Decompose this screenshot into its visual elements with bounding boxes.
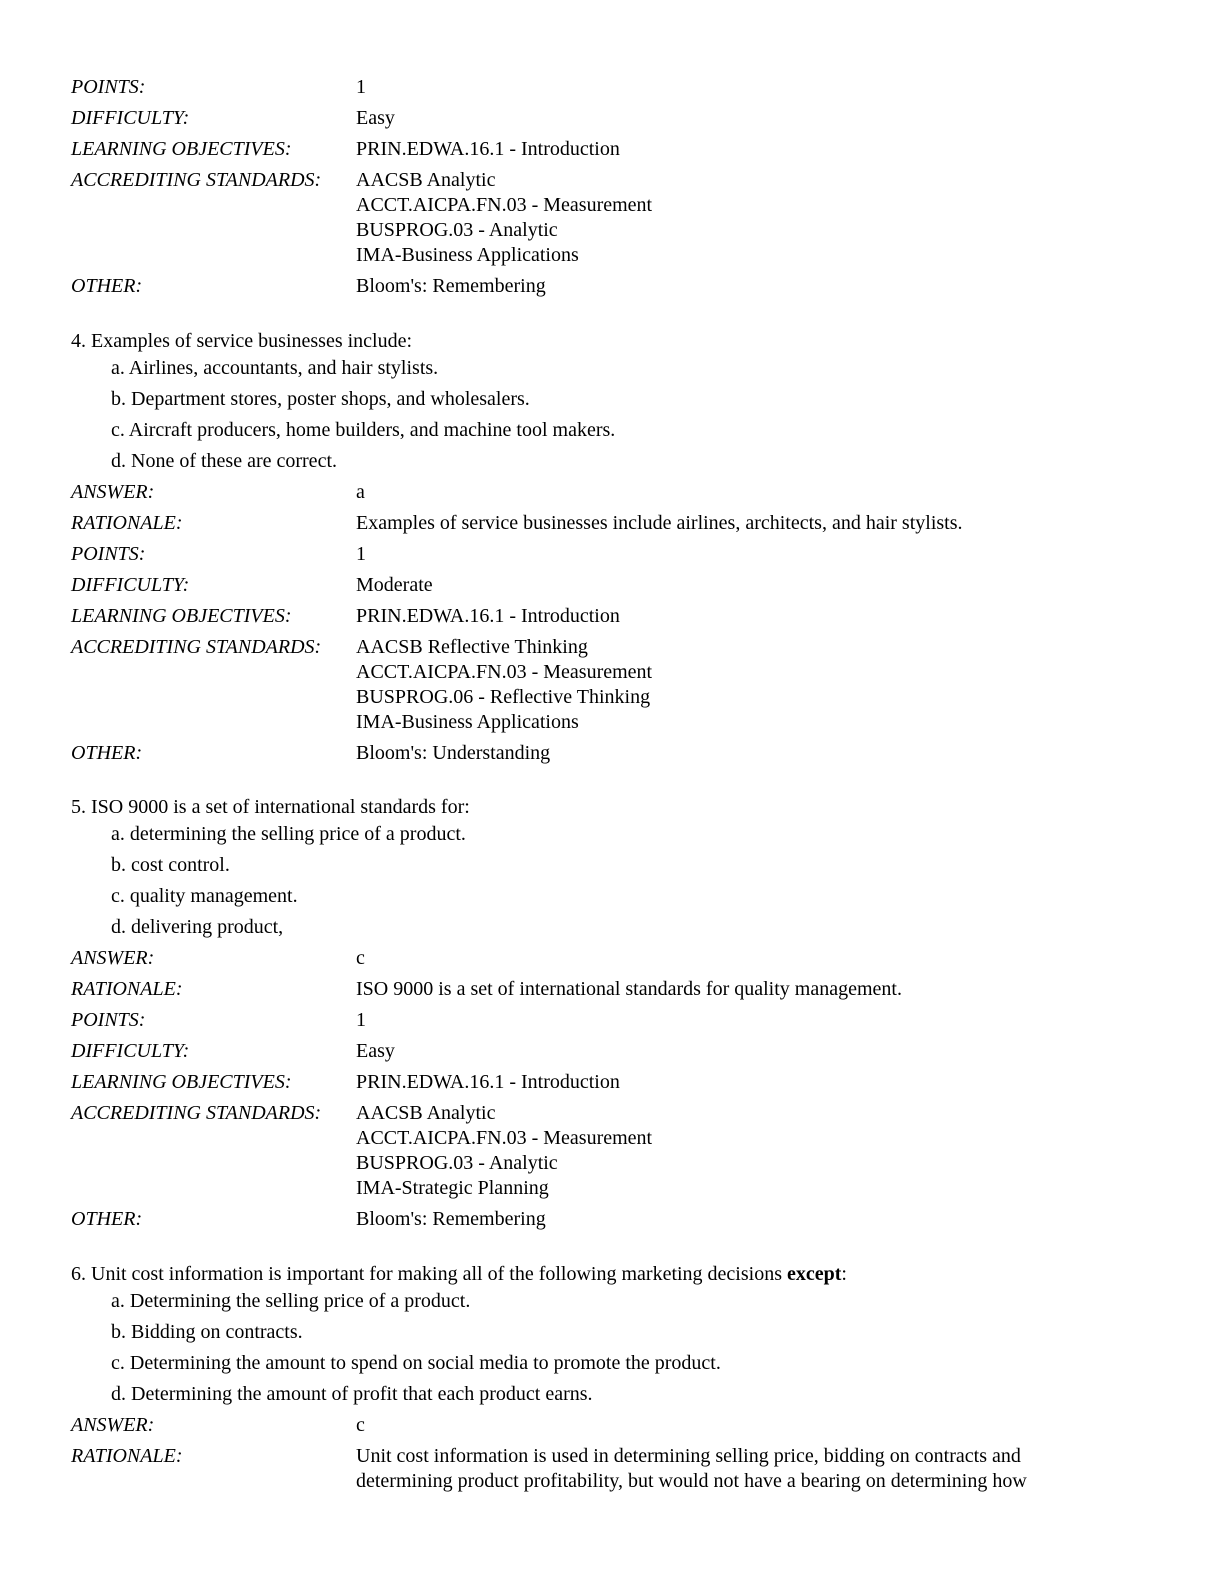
standard-item: ACCT.AICPA.FN.03 - Measurement	[356, 194, 653, 216]
standard-item: AACSB Analytic	[356, 1102, 496, 1124]
answer-option: b. Bidding on contracts.	[111, 1321, 303, 1343]
answer-option: c. Aircraft producers, home builders, and machine tool makers.	[111, 419, 616, 441]
rationale-value: ISO 9000 is a set of international standards for quality management.	[356, 978, 902, 1000]
other-label: OTHER:	[71, 1208, 143, 1230]
other-value: Bloom's: Understanding	[356, 742, 551, 764]
difficulty-label: DIFFICULTY:	[71, 574, 190, 596]
question-stem-suffix: :	[841, 1263, 847, 1285]
points-label: POINTS:	[71, 543, 146, 565]
other-value: Bloom's: Remembering	[356, 275, 546, 297]
other-label: OTHER:	[71, 742, 143, 764]
standard-item: BUSPROG.03 - Analytic	[356, 219, 558, 241]
answer-value: c	[356, 1414, 365, 1436]
points-label: POINTS:	[71, 76, 146, 98]
points-label: POINTS:	[71, 1009, 146, 1031]
answer-option: a. Airlines, accountants, and hair stylists.	[111, 357, 439, 379]
answer-value: c	[356, 947, 365, 969]
learning-objectives-label: LEARNING OBJECTIVES:	[71, 138, 292, 160]
rationale-value: Unit cost information is used in determining selling price, bidding on contracts and	[356, 1445, 1021, 1467]
question-stem: 4. Examples of service businesses include:	[71, 330, 413, 352]
difficulty-label: DIFFICULTY:	[71, 107, 190, 129]
answer-option: a. Determining the selling price of a product.	[111, 1290, 471, 1312]
standard-item: IMA-Business Applications	[356, 244, 579, 266]
question-stem: 5. ISO 9000 is a set of international standards for:	[71, 796, 470, 818]
question-stem-text: 6. Unit cost information is important for making all of the following marketing decisions	[71, 1263, 787, 1285]
difficulty-label: DIFFICULTY:	[71, 1040, 190, 1062]
points-value: 1	[356, 543, 366, 565]
rationale-label: RATIONALE:	[71, 1445, 183, 1467]
standard-item: BUSPROG.03 - Analytic	[356, 1152, 558, 1174]
accrediting-standards-label: ACCREDITING STANDARDS:	[71, 1102, 322, 1124]
learning-objectives-value: PRIN.EDWA.16.1 - Introduction	[356, 1071, 620, 1093]
rationale-value: Examples of service businesses include airlines, architects, and hair stylists.	[356, 512, 963, 534]
points-value: 1	[356, 1009, 366, 1031]
answer-value: a	[356, 481, 365, 503]
other-value: Bloom's: Remembering	[356, 1208, 546, 1230]
standard-item: ACCT.AICPA.FN.03 - Measurement	[356, 1127, 653, 1149]
standard-item: IMA-Business Applications	[356, 711, 579, 733]
standard-item: BUSPROG.06 - Reflective Thinking	[356, 686, 651, 708]
answer-label: ANSWER:	[71, 1414, 155, 1436]
answer-option: b. cost control.	[111, 854, 230, 876]
answer-option: a. determining the selling price of a product.	[111, 823, 466, 845]
other-label: OTHER:	[71, 275, 143, 297]
learning-objectives-value: PRIN.EDWA.16.1 - Introduction	[356, 138, 620, 160]
question-stem-emphasis: except	[787, 1263, 842, 1285]
standard-item: AACSB Analytic	[356, 169, 496, 191]
learning-objectives-label: LEARNING OBJECTIVES:	[71, 605, 292, 627]
answer-option: c. Determining the amount to spend on social media to promote the product.	[111, 1352, 721, 1374]
accrediting-standards-label: ACCREDITING STANDARDS:	[71, 636, 322, 658]
question-stem	[71, 1262, 847, 1287]
answer-label: ANSWER:	[71, 947, 155, 969]
learning-objectives-value: PRIN.EDWA.16.1 - Introduction	[356, 605, 620, 627]
answer-option: d. delivering product,	[111, 916, 284, 938]
answer-option: d. None of these are correct.	[111, 450, 337, 472]
rationale-value: determining product profitability, but would not have a bearing on determining how	[356, 1470, 1027, 1492]
answer-option: c. quality management.	[111, 885, 298, 907]
standard-item: IMA-Strategic Planning	[356, 1177, 549, 1199]
difficulty-value: Moderate	[356, 574, 433, 596]
standard-item: ACCT.AICPA.FN.03 - Measurement	[356, 661, 653, 683]
answer-option: b. Department stores, poster shops, and wholesalers.	[111, 388, 530, 410]
rationale-label: RATIONALE:	[71, 512, 183, 534]
points-value: 1	[356, 76, 366, 98]
accrediting-standards-label: ACCREDITING STANDARDS:	[71, 169, 322, 191]
answer-option: d. Determining the amount of profit that each product earns.	[111, 1383, 593, 1405]
difficulty-value: Easy	[356, 1040, 395, 1062]
learning-objectives-label: LEARNING OBJECTIVES:	[71, 1071, 292, 1093]
standard-item: AACSB Reflective Thinking	[356, 636, 588, 658]
answer-label: ANSWER:	[71, 481, 155, 503]
difficulty-value: Easy	[356, 107, 395, 129]
rationale-label: RATIONALE:	[71, 978, 183, 1000]
